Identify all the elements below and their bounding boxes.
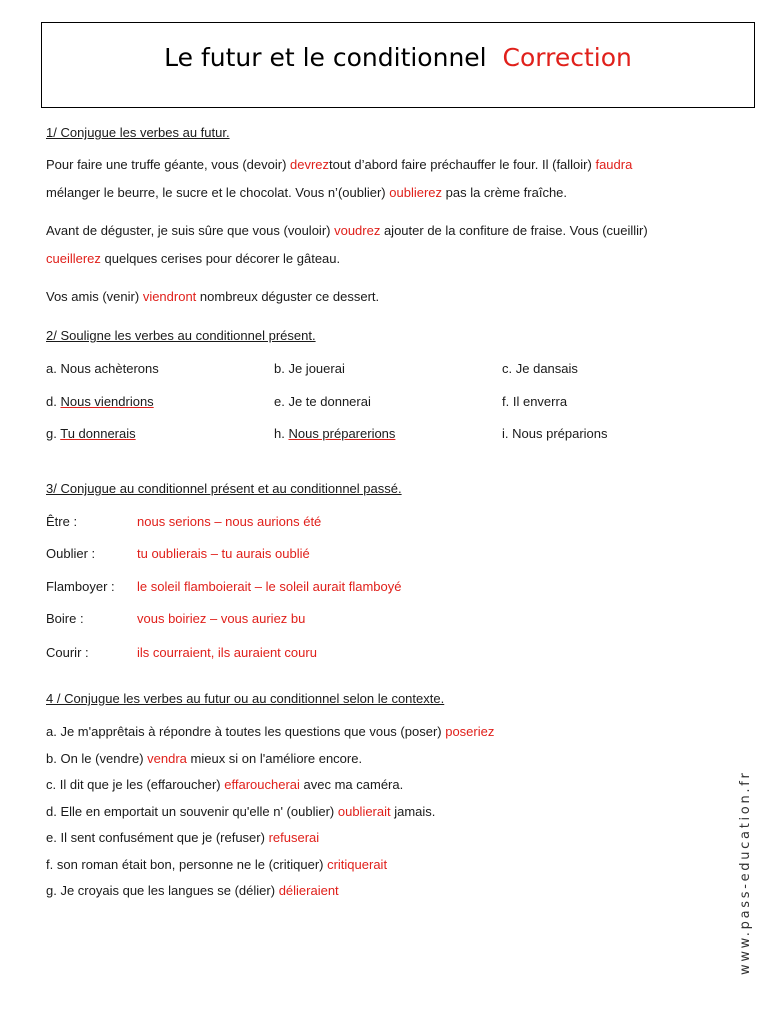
section1-heading: 1/ Conjugue les verbes au futur. (46, 125, 230, 140)
title-correction: Correction (502, 43, 632, 72)
answer-faudra: faudra (595, 157, 633, 172)
item-a: a. Nous achèterons (46, 361, 159, 376)
conj-answer-oublier: tu oublierais – tu aurais oublié (137, 546, 310, 561)
answer-voudrez: voudrez (334, 223, 381, 238)
conj-label-oublier: Oublier : (46, 546, 96, 561)
answer: délieraient (278, 883, 339, 898)
conj-label-flamboyer: Flamboyer : (46, 579, 115, 594)
answer: vendra (147, 751, 187, 766)
conj-label-etre: Être : (46, 514, 78, 529)
conj-label-courir: Courir : (46, 645, 89, 660)
title-main: Le futur et le conditionnel (164, 43, 487, 72)
section1-p2-line2: cueillerez quelques cerises pour décorer le gâteau. (46, 251, 341, 266)
exercise-line-g: g. Je croyais que les langues se (délier) délieraient (46, 883, 339, 898)
exercise-line-f: f. son roman était bon, personne ne le (critiquer) critiquerait (46, 857, 388, 872)
watermark-url: www.pass-education.fr (738, 770, 753, 975)
exercise-line-c: c. Il dit que je les (effaroucher) effaroucherai avec ma caméra. (46, 777, 404, 792)
section4-heading: 4 / Conjugue les verbes au futur ou au conditionnel selon le contexte. (46, 691, 445, 706)
answer-oublierez: oublierez (389, 185, 443, 200)
exercise-line-e: e. Il sent confusément que je (refuser) refuserai (46, 830, 320, 845)
answer: oublierait (337, 804, 391, 819)
item-f: f. Il enverra (502, 394, 568, 409)
section1-p3: Vos amis (venir) viendront nombreux déguster ce dessert. (46, 289, 380, 304)
page-title (42, 43, 754, 72)
item-i: i. Nous préparions (502, 426, 608, 441)
conj-answer-flamboyer: le soleil flamboierait – le soleil aurait flamboyé (137, 579, 402, 594)
section1-p2-line1: Avant de déguster, je suis sûre que vous (vouloir) voudrez ajouter de la confiture de fraise. Vous (cueillir) (46, 223, 648, 238)
conj-label-boire: Boire : (46, 611, 84, 626)
item-b: b. Je jouerai (274, 361, 345, 376)
section3-heading: 3/ Conjugue au conditionnel présent et au conditionnel passé. (46, 481, 402, 496)
item-g: g. Tu donnerais (46, 426, 136, 441)
conj-answer-etre: nous serions – nous aurions été (137, 514, 322, 529)
answer-viendront: viendront (142, 289, 197, 304)
item-h: h. Nous préparerions (274, 426, 396, 441)
answer: poseriez (445, 724, 495, 739)
exercise-line-a: a. Je m'apprêtais à répondre à toutes les questions que vous (poser) poseriez (46, 724, 495, 739)
answer: effaroucherai (224, 777, 300, 792)
title-box (41, 22, 755, 108)
exercise-line-b: b. On le (vendre) vendra mieux si on l'améliore encore. (46, 751, 363, 766)
section1-p1-line2: mélanger le beurre, le sucre et le chocolat. Vous n’(oublier) oublierez pas la crème fraîche. (46, 185, 568, 200)
answer: critiquerait (327, 857, 388, 872)
item-d: d. Nous viendrions (46, 394, 154, 409)
item-c: c. Je dansais (502, 361, 578, 376)
underlined-answer: Nous préparerions (288, 426, 396, 441)
conj-answer-courir: ils courraient, ils auraient couru (137, 645, 317, 660)
section1-p1-line1: Pour faire une truffe géante, vous (devoir) devreztout d’abord faire préchauffer le four. Il (falloir) faudra (46, 157, 633, 172)
answer-cueillerez: cueillerez (46, 251, 101, 266)
section2-heading: 2/ Souligne les verbes au conditionnel présent. (46, 328, 316, 343)
exercise-line-d: d. Elle en emportait un souvenir qu'elle n' (oublier) oublierait jamais. (46, 804, 436, 819)
item-e: e. Je te donnerai (274, 394, 371, 409)
underlined-answer: Nous viendrions (60, 394, 154, 409)
conj-answer-boire: vous boiriez – vous auriez bu (137, 611, 306, 626)
underlined-answer: Tu donnerais (60, 426, 136, 441)
answer-devrez: devrez (290, 157, 330, 172)
answer: refuserai (268, 830, 320, 845)
